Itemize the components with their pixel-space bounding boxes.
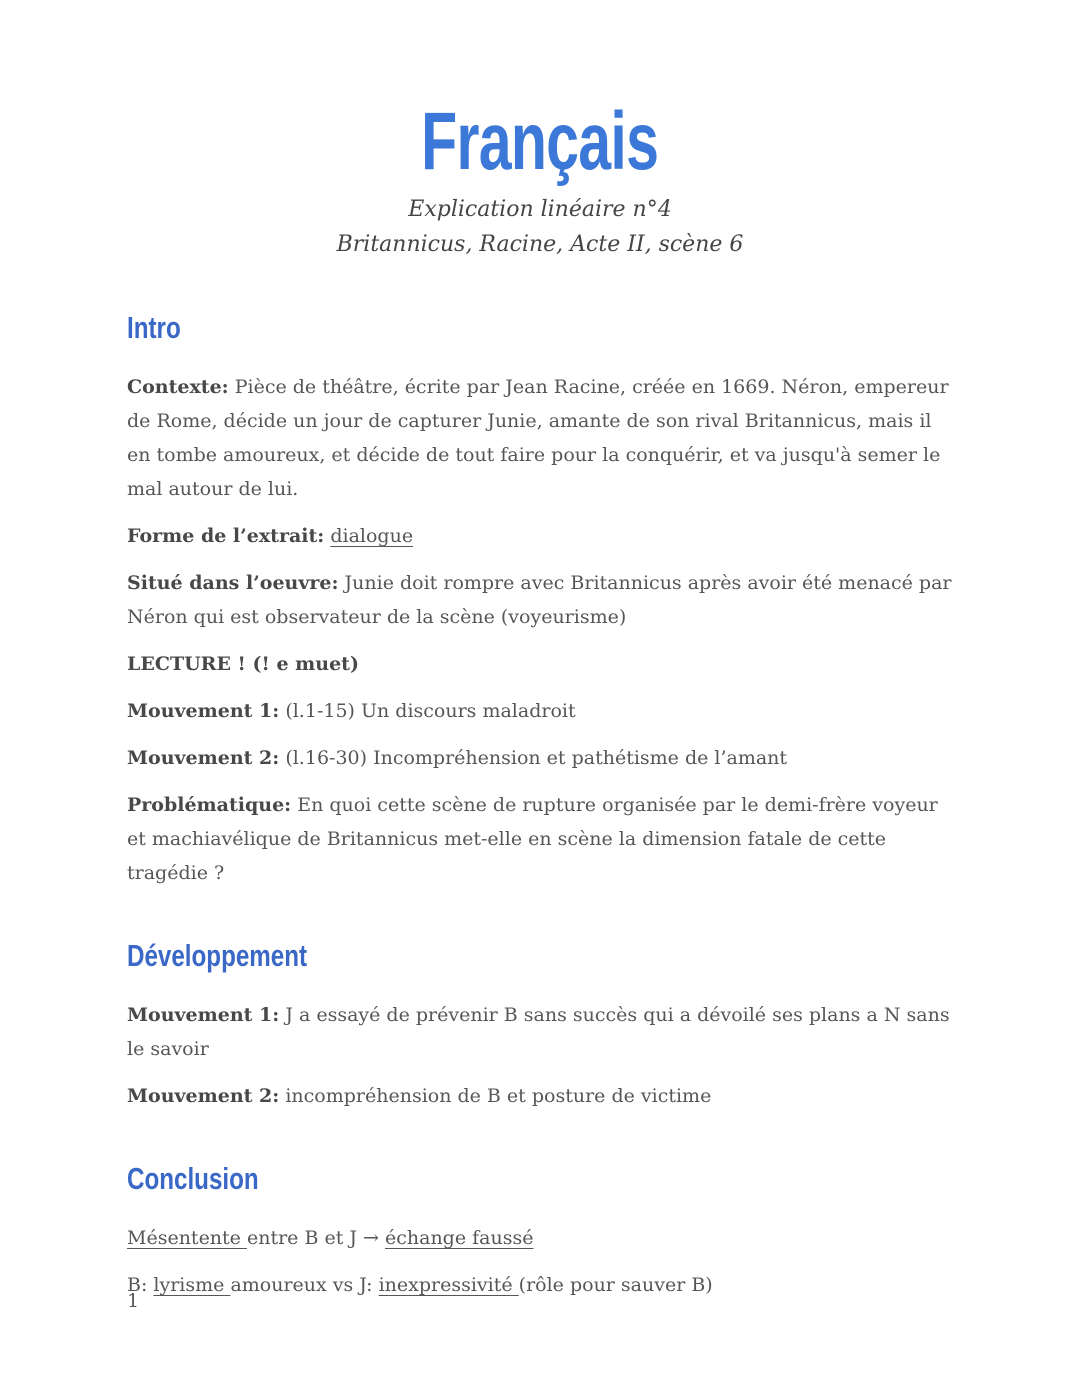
paragraph-problematique	[127, 788, 953, 890]
underlined-run: lyrisme	[153, 1274, 231, 1296]
page-number: 1	[127, 1290, 140, 1312]
bold-run: Mouvement 2:	[127, 747, 280, 769]
text-run: (l.1-15) Un discours maladroit	[279, 700, 576, 722]
document-title-text: Français	[421, 96, 659, 187]
text-run: incompréhension de B et posture de victime	[279, 1085, 712, 1107]
section-heading-developpement-text: Développement	[127, 938, 308, 973]
bold-run: Problématique:	[127, 794, 292, 816]
text-run: amoureux vs J:	[230, 1274, 379, 1296]
underlined-run: dialogue	[330, 525, 414, 547]
section-heading-conclusion-text: Conclusion	[127, 1161, 259, 1196]
paragraph-mouvement-1	[127, 694, 953, 728]
underlined-run: échange faussé	[385, 1227, 534, 1249]
bold-run: Mouvement 2:	[127, 1085, 280, 1107]
underlined-run: inexpressivité	[378, 1274, 519, 1296]
text-run: Pièce de théâtre, écrite par Jean Racine, créée en 1669. Néron, empereur de Rome, décide un jour de capturer Junie, amante de son rival Britannicus, mais il en tombe amoureux, et décide de tout faire pour la conquérir, et va jusqu'à semer le mal autour de lui.	[127, 376, 949, 500]
document-subtitle-line2: Britannicus, Racine, Acte II, scène 6	[336, 232, 744, 257]
paragraph-mouvement-2	[127, 741, 953, 775]
underlined-run: Mésentente	[127, 1227, 247, 1249]
bold-run: Forme de l’extrait:	[127, 525, 325, 547]
bold-run: LECTURE ! (! e muet)	[127, 653, 359, 675]
paragraph-contexte	[127, 370, 953, 506]
conclusion-line-mesentente	[127, 1221, 953, 1255]
bold-run: Mouvement 1:	[127, 1004, 280, 1026]
section-heading-intro-text: Intro	[127, 310, 181, 345]
text-run: (rôle pour sauver B)	[518, 1274, 713, 1296]
text-run: En quoi cette scène de rupture organisée par le demi-frère voyeur et machiavélique de Britannicus met-elle en scène la dimension fatale de cette tragédie ?	[127, 794, 938, 884]
dev-paragraph-mouvement-2	[127, 1079, 953, 1113]
paragraph-forme-extrait	[127, 519, 953, 553]
conclusion-line-lyrisme	[127, 1268, 953, 1302]
section-heading-conclusion	[127, 1161, 953, 1197]
text-run: J a essayé de prévenir B sans succès qui a dévoilé ses plans a N sans le savoir	[127, 1004, 950, 1060]
text-run: entre B et J →	[246, 1227, 385, 1249]
section-heading-developpement	[127, 938, 953, 974]
section-heading-intro	[127, 310, 953, 346]
bold-run: Mouvement 1:	[127, 700, 280, 722]
text-run: (l.16-30) Incompréhension et pathétisme de l’amant	[279, 747, 788, 769]
dev-paragraph-mouvement-1	[127, 998, 953, 1066]
paragraph-lecture	[127, 647, 953, 681]
bold-run: Situé dans l’oeuvre:	[127, 572, 339, 594]
text-run: Junie doit rompre avec Britannicus après avoir été menacé par Néron qui est observateur de la scène (voyeurisme)	[127, 572, 952, 628]
text-run: B:	[127, 1274, 154, 1296]
paragraph-situe-oeuvre	[127, 566, 953, 634]
document-subtitle-line1: Explication linéaire n°4	[408, 197, 672, 222]
document-title	[127, 92, 953, 192]
bold-run: Contexte:	[127, 376, 229, 398]
